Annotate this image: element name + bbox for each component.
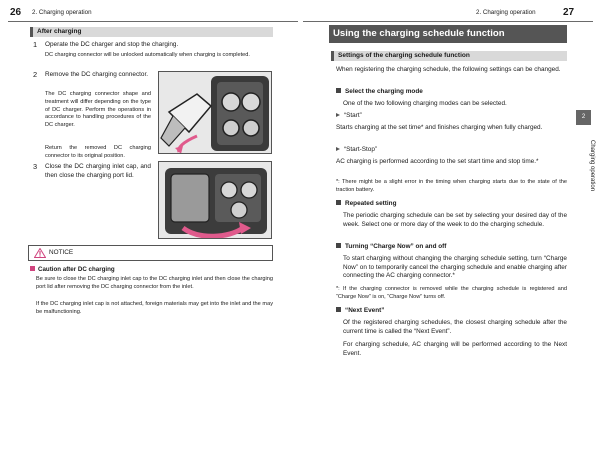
start-option-row bbox=[336, 112, 362, 121]
startstop-option-label: “Start-Stop” bbox=[344, 146, 378, 153]
step-3-text: Close the DC charging inlet cap, and then close the charging port lid. bbox=[45, 163, 151, 179]
bullet-square-icon bbox=[336, 243, 341, 248]
step-3-number: 3 bbox=[33, 162, 38, 171]
notice-heading-row bbox=[30, 266, 275, 273]
next-event-text-1: Of the registered charging schedules, the closest charging schedule after the current time is called the “Next Event”. bbox=[343, 319, 567, 335]
right-header-rule bbox=[303, 21, 593, 22]
notice-heading: Caution after DC charging bbox=[38, 266, 115, 273]
repeated-heading-row bbox=[336, 200, 397, 209]
next-event-heading: “Next Event” bbox=[345, 307, 385, 314]
select-mode-heading-row bbox=[336, 88, 423, 97]
charge-now-footnote: *: If the charging connector is removed while the charging schedule is registered and “Charge Now” is on, “Charge Now” turns off. bbox=[336, 286, 567, 300]
left-page-number: 26 bbox=[10, 7, 22, 18]
after-charging-heading: After charging bbox=[30, 27, 273, 37]
left-header-text: 2. Charging operation bbox=[32, 9, 92, 16]
next-event-text-2: For charging schedule, AC charging will be performed according to the Next Event. bbox=[343, 341, 567, 357]
page-title: Using the charging schedule function bbox=[329, 25, 567, 43]
warning-triangle-icon bbox=[34, 248, 46, 258]
right-page-number: 27 bbox=[563, 7, 575, 18]
startstop-option-row bbox=[336, 146, 377, 155]
step-1-number: 1 bbox=[33, 40, 38, 49]
repeated-text: The periodic charging schedule can be set by selecting your desired day of the week. Select one or more day of the week to do the charging schedule. bbox=[343, 212, 567, 228]
step-2-note-2: Return the removed DC charging connector to its original position. bbox=[45, 145, 151, 159]
step-1-note: DC charging connector will be unlocked automatically when charging is completed. bbox=[45, 52, 250, 58]
step-2-note-1: The DC charging connector shape and treatment will differ depending on the type of DC charger. Perform the operations in accordance to handling procedures of the DC charger. bbox=[45, 91, 151, 129]
charge-now-text: To start charging without changing the charging schedule setting, turn “Charge Now” on to temporarily cancel the charging schedule and enable charging after connecting the AC charging connector.* bbox=[343, 255, 567, 280]
chapter-tab-number: 2 bbox=[576, 110, 591, 125]
notice-paragraph-2: If the DC charging inlet cap is not attached, foreign materials may get into the inlet and the may be malfunctioning. bbox=[36, 301, 273, 315]
startstop-option-description: AC charging is performed according to the set start time and stop time.* bbox=[336, 158, 539, 165]
pointer-triangle-icon bbox=[336, 147, 340, 151]
select-mode-footnote: *: There might be a slight error in the timing when charging starts due to the state of the traction battery. bbox=[336, 179, 567, 193]
pointer-triangle-icon bbox=[336, 113, 340, 117]
select-mode-heading: Select the charging mode bbox=[345, 88, 423, 95]
chapter-tab-label: Charging operation bbox=[589, 140, 595, 192]
connector-removal-drawing bbox=[159, 72, 272, 154]
charge-now-heading: Turning “Charge Now” on and off bbox=[345, 243, 447, 250]
repeated-heading: Repeated setting bbox=[345, 200, 397, 207]
close-inlet-cap-drawing bbox=[159, 162, 272, 239]
settings-section-heading: Settings of the charging schedule function bbox=[331, 51, 567, 61]
notice-label: NOTICE bbox=[49, 249, 74, 256]
next-event-heading-row bbox=[336, 307, 384, 316]
settings-intro: When registering the charging schedule, the following settings can be changed. bbox=[336, 66, 561, 73]
notice-paragraph-1: Be sure to close the DC charging inlet cap to the DC charging inlet and then close the charging port lid after removing the DC charging connector from the inlet. bbox=[36, 276, 273, 290]
step-2-text: Remove the DC charging connector. bbox=[45, 71, 149, 78]
bullet-square-icon bbox=[336, 200, 341, 205]
notice-square-icon bbox=[30, 266, 35, 271]
bullet-square-icon bbox=[336, 88, 341, 93]
step-1-text: Operate the DC charger and stop the charging. bbox=[45, 41, 179, 48]
left-header-rule bbox=[8, 21, 298, 22]
connector-removal-illustration bbox=[158, 71, 272, 154]
start-option-description: Starts charging at the set time* and finishes charging when fully charged. bbox=[336, 124, 543, 131]
select-mode-text: One of the two following charging modes can be selected. bbox=[343, 100, 507, 107]
notice-box bbox=[28, 245, 273, 261]
start-option-label: “Start” bbox=[344, 112, 362, 119]
charge-now-heading-row bbox=[336, 243, 446, 252]
right-header-text: 2. Charging operation bbox=[476, 9, 536, 16]
bullet-square-icon bbox=[336, 307, 341, 312]
close-inlet-cap-illustration bbox=[158, 161, 272, 239]
step-2-number: 2 bbox=[33, 70, 38, 79]
